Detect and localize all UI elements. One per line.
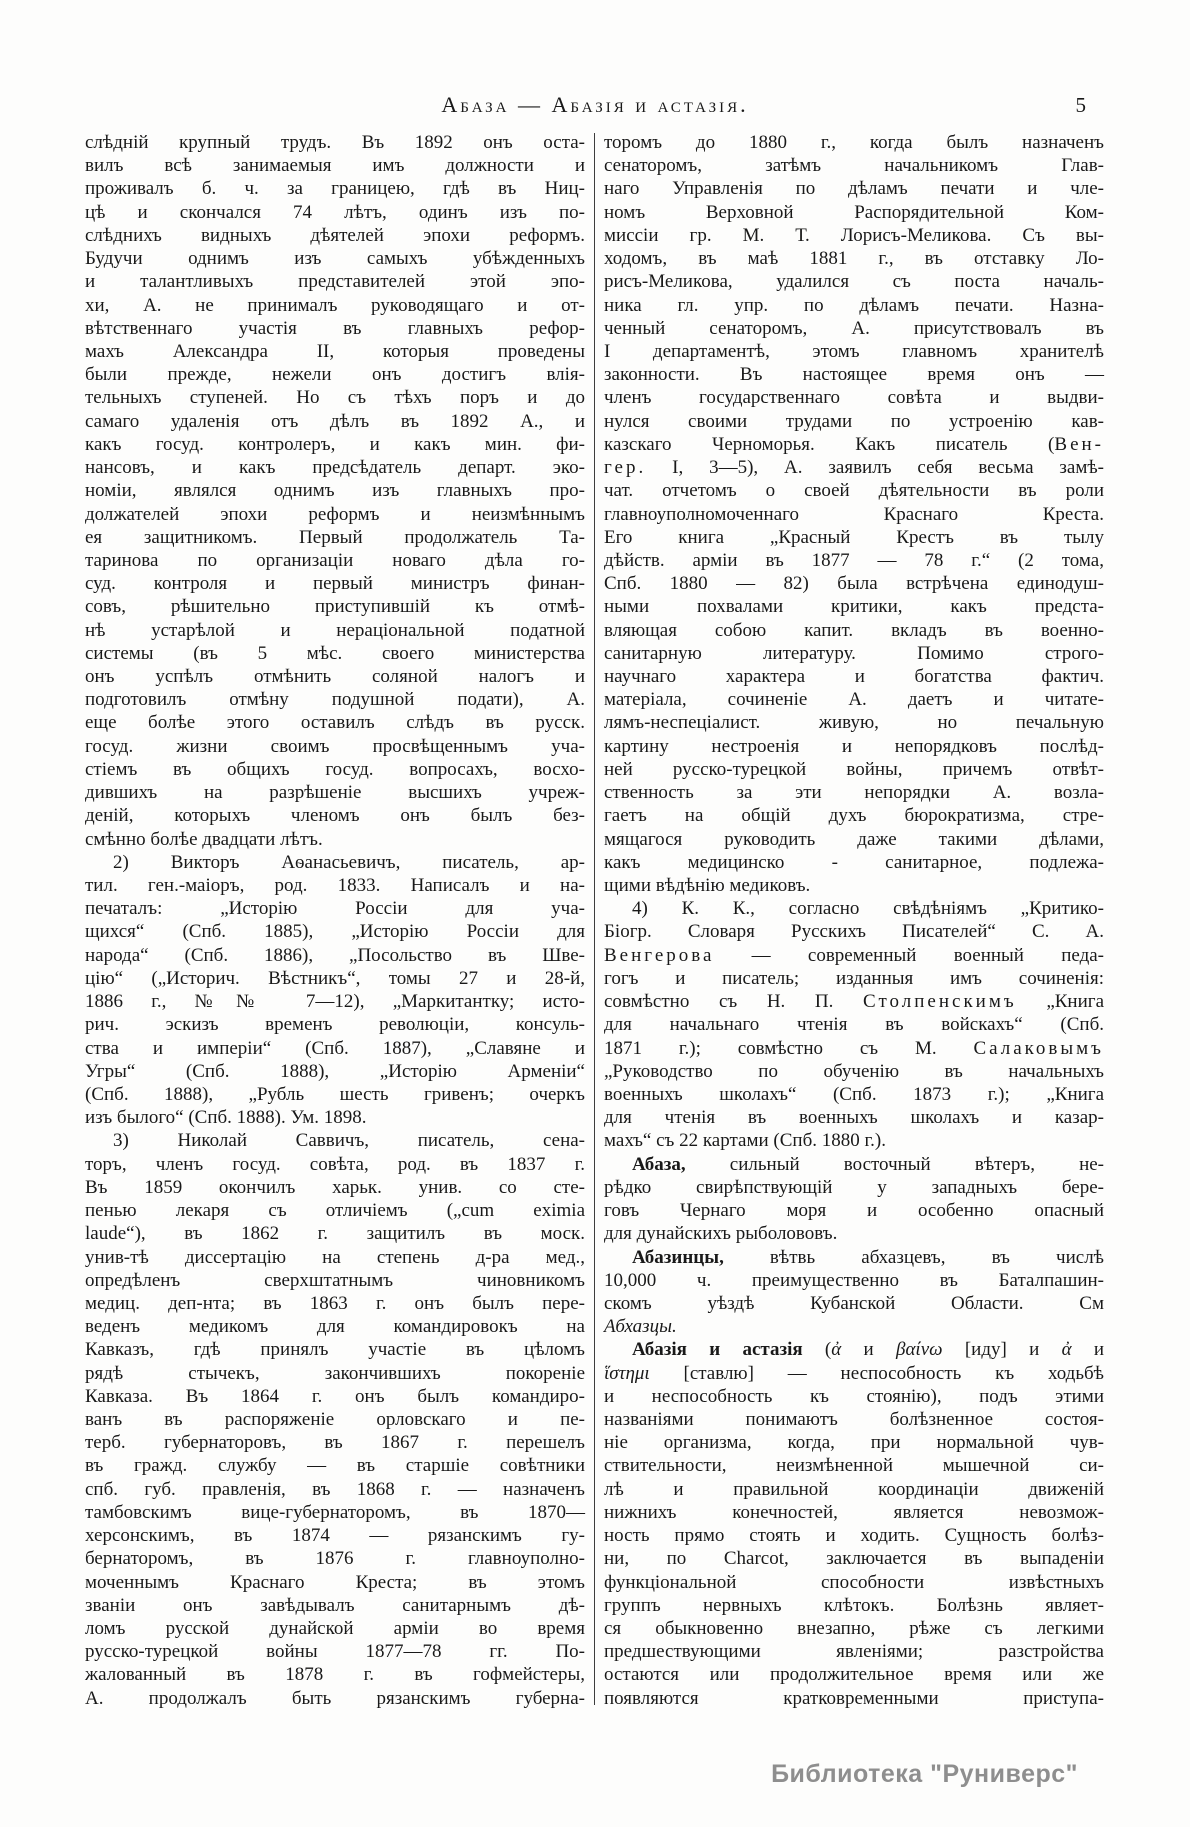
text-line: торъ, членъ госуд. совѣта, род. въ 1837 г. [85, 1153, 585, 1175]
text-line: ἵστημι [ставлю] — неспособность къ ходьбѣ [604, 1362, 1104, 1384]
text-line: Біогр. Словаря Русскихъ Писателей“ С. А. [604, 921, 1104, 943]
text-line: моченнымъ Краснаго Креста; въ этомъ [85, 1571, 585, 1593]
text-line: въ гражд. службу — въ старшіе совѣтники [85, 1455, 585, 1477]
text-line: бернаторомъ, въ 1876 г. главноуполно- [85, 1548, 585, 1570]
text-line: махъ“ съ 22 картами (Спб. 1880 г.). [604, 1130, 886, 1152]
text-line: хи, А. не принималъ руководящаго и от- [85, 294, 585, 316]
text-line: 2) Викторъ Аѳанасьевичъ, писатель, ар- [113, 851, 585, 873]
text-line: чат. отчетомъ о своей дѣятельности въ роли [604, 480, 1104, 502]
text-line: Въ 1859 окончилъ харьк. унив. со сте- [85, 1176, 585, 1198]
text-line: функціональной способности извѣстныхъ [604, 1571, 1104, 1593]
text-line: Кавказа. Въ 1864 г. онъ былъ командиро- [85, 1385, 585, 1407]
text-line: терб. губернаторовъ, въ 1867 г. перешелъ [85, 1432, 585, 1454]
text-line: какъ госуд. контролеръ, и какъ мин. фи- [85, 433, 585, 455]
text-line: веденъ медикомъ для командировокъ на [85, 1316, 585, 1338]
text-line: медиц. деп-нта; въ 1863 г. онъ былъ пере- [85, 1292, 585, 1314]
text-line: А. продолжалъ быть рязанскимъ губерна- [85, 1687, 585, 1709]
text-line: для чтенія въ военныхъ школахъ и казар- [604, 1107, 1104, 1129]
text-line: сенаторомъ, затѣмъ начальникомъ Глав- [604, 155, 1104, 177]
text-line: законности. Въ настоящее время онъ — [604, 364, 1104, 386]
text-line: подготовилъ отмѣну подушной подати), А. [85, 689, 585, 711]
text-line: Кавказъ, гдѣ принялъ участіе въ цѣломъ [85, 1339, 585, 1361]
text-line: щихся“ (Спб. 1885), „Исторію Россіи для [85, 921, 585, 943]
text-line: мящагося руководить даже такими дѣлами, [604, 828, 1104, 850]
text-line: махъ Александра II, которыя проведены [85, 340, 585, 362]
text-line: ломъ русской дунайской арміи во время [85, 1618, 585, 1639]
text-line: военныхъ школахъ“ (Спб. 1873 г.); „Книга [604, 1083, 1104, 1105]
text-line: щими вѣдѣнію медиковъ. [604, 875, 811, 896]
text-line: гаетъ на общій духъ бюрократизма, стре- [604, 805, 1104, 827]
page-number: 5 [1075, 93, 1086, 117]
text-line: изъ былого“ (Спб. 1888). Ум. 1898. [85, 1107, 367, 1129]
text-line: онъ успѣлъ отмѣнить соляной налогъ и [85, 666, 585, 688]
text-line: предшествующими явленіями; разстройства [604, 1641, 1104, 1663]
text-line: картину нестроенія и непорядковъ послѣд- [604, 735, 1104, 757]
text-line: самаго удаленія отъ дѣлъ въ 1892 А., и [85, 410, 585, 432]
text-line: русско-турецкой войны 1877—78 гг. По- [85, 1641, 585, 1663]
text-line: жалованный въ 1878 г. въ гофмейстеры, [85, 1664, 585, 1686]
text-line: вляющая собою капит. вкладъ въ военно- [604, 619, 1104, 641]
text-line: членъ государственнаго совѣта и выдви- [604, 387, 1104, 409]
text-line: ванъ въ распоряженіе орловскаго и пе- [85, 1409, 585, 1431]
text-line: матеріала, сочиненіе А. даетъ и читате- [604, 689, 1104, 711]
text-line: унив-тѣ диссертацію на степень д-ра мед., [85, 1246, 585, 1268]
text-line: гогъ и писатель; изданныя имъ сочиненія: [604, 967, 1104, 989]
text-line: рич. эскизъ временъ революціи, консуль- [85, 1014, 585, 1036]
text-line: Венгерова — современный военный педа- [604, 944, 1104, 966]
text-line: тил. ген.-маіоръ, род. 1833. Написалъ и на- [85, 875, 585, 896]
text-line: слѣднихъ видныхъ дѣятелей эпохи реформъ. [85, 224, 585, 246]
text-line: Его книга „Красный Крестъ въ тылу [604, 526, 1104, 548]
text-line: суд. контроля и первый министръ финан- [85, 573, 585, 595]
running-head: Абаза — Абазія и астазія. [441, 92, 749, 117]
text-line: научнаго характера и богатства фактич. [604, 666, 1104, 688]
text-line: ея защитникомъ. Первый продолжатель Та- [85, 526, 585, 548]
text-line: ченный сенаторомъ, А. присутствовалъ въ [604, 317, 1104, 339]
text-line: санитарную литературу. Помимо строго- [604, 642, 1104, 664]
text-line: какъ медицинско - санитарное, подлежа- [604, 851, 1104, 873]
text-line: рѣдко свирѣпствующій у западныхъ бере- [604, 1176, 1104, 1198]
text-line: 1886 г., №№ 7—12), „Маркитантку; исто- [85, 991, 585, 1013]
text-line: стіемъ въ общихъ госуд. вопросахъ, восхо- [85, 758, 585, 780]
text-line: группъ нервныхъ клѣтокъ. Болѣзнь являет- [604, 1594, 1104, 1616]
text-line: ства и имперіи“ (Спб. 1887), „Славяне и [85, 1037, 585, 1059]
text-line: Абазія и астазія (ἀ и βαίνω [иду] и ἀ и [632, 1339, 1104, 1361]
text-line: были прежде, нежели онъ достигъ влія- [85, 364, 585, 386]
text-line: системы (въ 5 мѣс. своего министерства [85, 642, 585, 664]
text-line: херсонскимъ, въ 1874 — рязанскимъ гу- [85, 1525, 585, 1547]
text-line: рядѣ стычекъ, закончившихъ покореніе [85, 1362, 585, 1384]
text-line: ней русско-турецкой войны, причемъ отвѣт- [604, 758, 1104, 780]
text-line: ственность за эти непорядки А. возла- [604, 782, 1104, 804]
text-line: печаталъ: „Исторію Россіи для уча- [85, 898, 585, 920]
text-line: цѣ и скончался 74 лѣтъ, одинъ изъ по- [85, 201, 585, 223]
text-line: лѣ и правильной координаціи движеній [604, 1478, 1104, 1500]
text-line: 4) К. К., согласно свѣдѣніямъ „Критико- [632, 898, 1104, 920]
text-line: цію“ („Историч. Вѣстникъ“, томы 27 и 28-й, [85, 967, 585, 989]
text-line: тельныхъ ступеней. Но съ тѣхъ поръ и до [85, 387, 585, 409]
text-line: Угры“ (Спб. 1888), „Исторію Арменіи“ [85, 1060, 585, 1082]
text-line: нулся своими трудами по устроенію кав- [604, 410, 1104, 432]
text-line: 10,000 ч. преимущественно въ Баталпашин- [604, 1269, 1104, 1291]
text-line: таринова по организаціи новаго дѣла го- [85, 549, 585, 571]
text-line: ника гл. упр. по дѣламъ печати. Назна- [604, 294, 1104, 316]
text-line: должателей эпохи реформъ и неизмѣннымъ [85, 503, 585, 525]
text-line: рисъ-Меликова, удалился съ поста началь- [604, 271, 1104, 293]
text-line: ходомъ, въ маѣ 1881 г., въ отставку Ло- [604, 248, 1104, 270]
text-line: слѣдній крупный трудъ. Въ 1892 онъ оста- [85, 132, 585, 153]
text-line: вилъ всѣ занимаемыя имъ должности и [85, 155, 585, 177]
text-line: ными похвалами критики, какъ предста- [604, 596, 1104, 618]
text-line: остаются или продолжительное время или же [604, 1664, 1104, 1686]
text-line: появляются кратковременными приступа- [604, 1687, 1104, 1709]
text-line: номъ Верховной Распорядительной Ком- [604, 201, 1104, 223]
text-line: ни, по Charcot, заключается въ выпаденіи [604, 1548, 1104, 1570]
text-line: нижнихъ конечностей, является невозмож- [604, 1501, 1104, 1523]
text-column-right [604, 131, 1104, 1710]
column-divider-rule [594, 133, 595, 1705]
text-line: Будучи однимъ изъ самыхъ убѣжденныхъ [85, 248, 585, 270]
text-line: скомъ уѣздѣ Кубанской Области. См [604, 1292, 1104, 1314]
text-line: Абаза, сильный восточный вѣтеръ, не- [632, 1153, 1104, 1175]
text-line: госуд. жизни своимъ просвѣщеннымъ уча- [85, 735, 585, 757]
text-line: Абазинцы, вѣтвь абхазцевъ, въ числѣ [632, 1246, 1104, 1268]
library-watermark: Библиотека "Руниверс" [771, 1760, 1078, 1788]
text-line: 3) Николай Саввичъ, писатель, сена- [113, 1130, 585, 1152]
text-line: дѣйств. арміи въ 1877 — 78 г.“ (2 тома, [604, 549, 1104, 571]
text-line: смѣнно болѣе двадцати лѣтъ. [85, 828, 323, 850]
text-line: наго Управленія по дѣламъ печати и чле- [604, 178, 1104, 200]
text-line: торомъ до 1880 г., когда былъ назначенъ [604, 132, 1104, 153]
text-line: спб. губ. правленія, въ 1868 г. — назначенъ [85, 1478, 585, 1500]
text-line: для дунайскихъ рыболововъ. [604, 1223, 838, 1245]
text-line: пенью лекаря съ отличіемъ („cum eximia [85, 1200, 585, 1222]
text-line: и талантливыхъ представителей этой эпо- [85, 271, 585, 293]
text-line: говъ Чернаго моря и особенно опасный [604, 1200, 1104, 1222]
text-line: „Руководство по обученію въ начальныхъ [604, 1060, 1104, 1082]
text-line: проживалъ б. ч. за границею, гдѣ въ Ниц- [85, 178, 585, 200]
text-line: названіями понимаютъ болѣзненное состоя- [604, 1409, 1104, 1431]
text-line: (Спб. 1888), „Рубль шесть гривенъ; очеркъ [85, 1083, 585, 1105]
text-line: laude“), въ 1862 г. защитилъ въ моск. [85, 1223, 585, 1245]
text-line: и неспособность къ стоянію), подъ этими [604, 1385, 1104, 1407]
text-line: казскаго Черноморья. Какъ писатель (Вен- [604, 433, 1104, 455]
text-line: ніе организма, когда, при нормальной чув- [604, 1432, 1104, 1454]
text-line: 1871 г.); совмѣстно съ М. Салаковымъ [604, 1037, 1104, 1059]
text-line: совмѣстно съ Н. П. Столпенскимъ „Книга [604, 991, 1104, 1013]
text-line: главноуполномоченнаго Краснаго Креста. [604, 503, 1104, 525]
text-line: нансовъ, и какъ предсѣдатель департ. эко- [85, 457, 585, 479]
text-line: званіи онъ завѣдывалъ санитарнымъ дѣ- [85, 1594, 585, 1616]
text-line: дившихъ на разрѣшеніе высшихъ учреж- [85, 782, 585, 804]
text-line: I департаментѣ, этомъ главномъ хранителѣ [604, 340, 1104, 362]
text-line: нѣ устарѣлой и нераціональной податной [85, 619, 585, 641]
text-line: номіи, являлся однимъ изъ главныхъ про- [85, 480, 585, 502]
text-line: лямъ-неспеціалист. живую, но печальную [604, 712, 1104, 734]
text-line: ствительности, неизмѣненной мышечной си- [604, 1455, 1104, 1477]
text-line: еще болѣе этого оставилъ слѣдъ въ русск. [85, 712, 585, 734]
text-line: Абхазцы. [604, 1316, 677, 1338]
text-line: народа“ (Спб. 1886), „Посольство въ Шве- [85, 944, 585, 966]
text-column-left [85, 131, 585, 1710]
text-line: деній, которыхъ членомъ онъ былъ без- [85, 805, 585, 827]
text-line: миссіи гр. М. Т. Лорисъ-Меликова. Съ вы- [604, 224, 1104, 246]
text-line: для начальнаго чтенія въ войскахъ“ (Спб. [604, 1014, 1104, 1036]
text-line: совъ, рѣшительно приступившій къ отмѣ- [85, 596, 585, 618]
text-line: ность прямо стоять и ходить. Сущность болѣз- [604, 1525, 1104, 1547]
text-line: гер. I, 3—5), А. заявилъ себя весьма замѣ- [604, 457, 1104, 479]
text-line: тамбовскимъ вице-губернаторомъ, въ 1870— [85, 1501, 585, 1523]
text-line: опредѣленъ сверхштатнымъ чиновникомъ [85, 1269, 585, 1291]
text-line: Спб. 1880 — 82) была встрѣчена единодуш- [604, 573, 1104, 595]
text-line: вѣтственнаго участія въ главныхъ рефор- [85, 317, 585, 339]
text-line: ся обыкновенно внезапно, рѣже съ легкими [604, 1618, 1104, 1639]
